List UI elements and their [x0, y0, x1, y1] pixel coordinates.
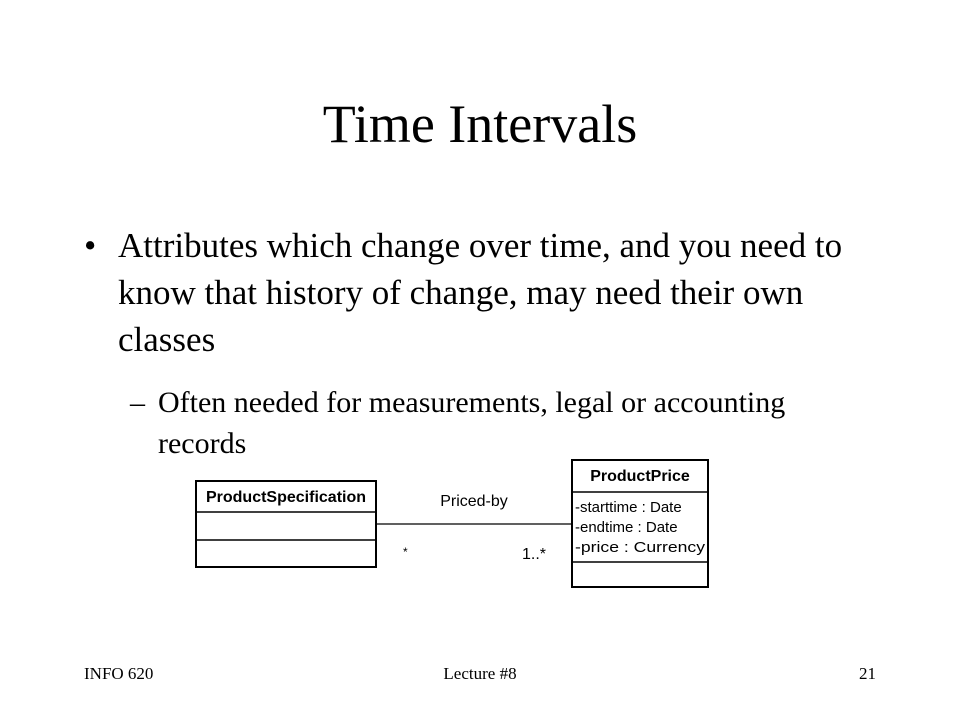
sub-bullet-marker: –: [130, 386, 145, 419]
class-box-product-price: [572, 460, 708, 587]
association-label: Priced-by: [440, 493, 508, 510]
multiplicity-left: *: [403, 545, 408, 559]
association-priced-by: [376, 493, 572, 563]
bullet-marker: •: [84, 226, 97, 265]
class-attribute: -starttime : Date: [575, 499, 682, 516]
bullet-text: Attributes which change over time, and you need to know that history of change, may need their own classes: [118, 226, 843, 359]
footer-page-number: 21: [859, 664, 876, 683]
multiplicity-right: 1..*: [522, 546, 547, 563]
sub-bullet-text: Often needed for measurements, legal or accounting records: [158, 386, 786, 460]
class-box-product-specification: [196, 481, 376, 567]
footer-lecture: Lecture #8: [443, 664, 517, 683]
class-attribute: -endtime : Date: [575, 519, 678, 536]
class-name-product-specification: ProductSpecification: [205, 489, 367, 506]
slide-title: Time Intervals: [322, 94, 638, 154]
footer-course: INFO 620: [84, 664, 154, 683]
class-attribute: -price : Currency: [575, 539, 706, 556]
class-name-product-price: ProductPrice: [590, 468, 690, 485]
